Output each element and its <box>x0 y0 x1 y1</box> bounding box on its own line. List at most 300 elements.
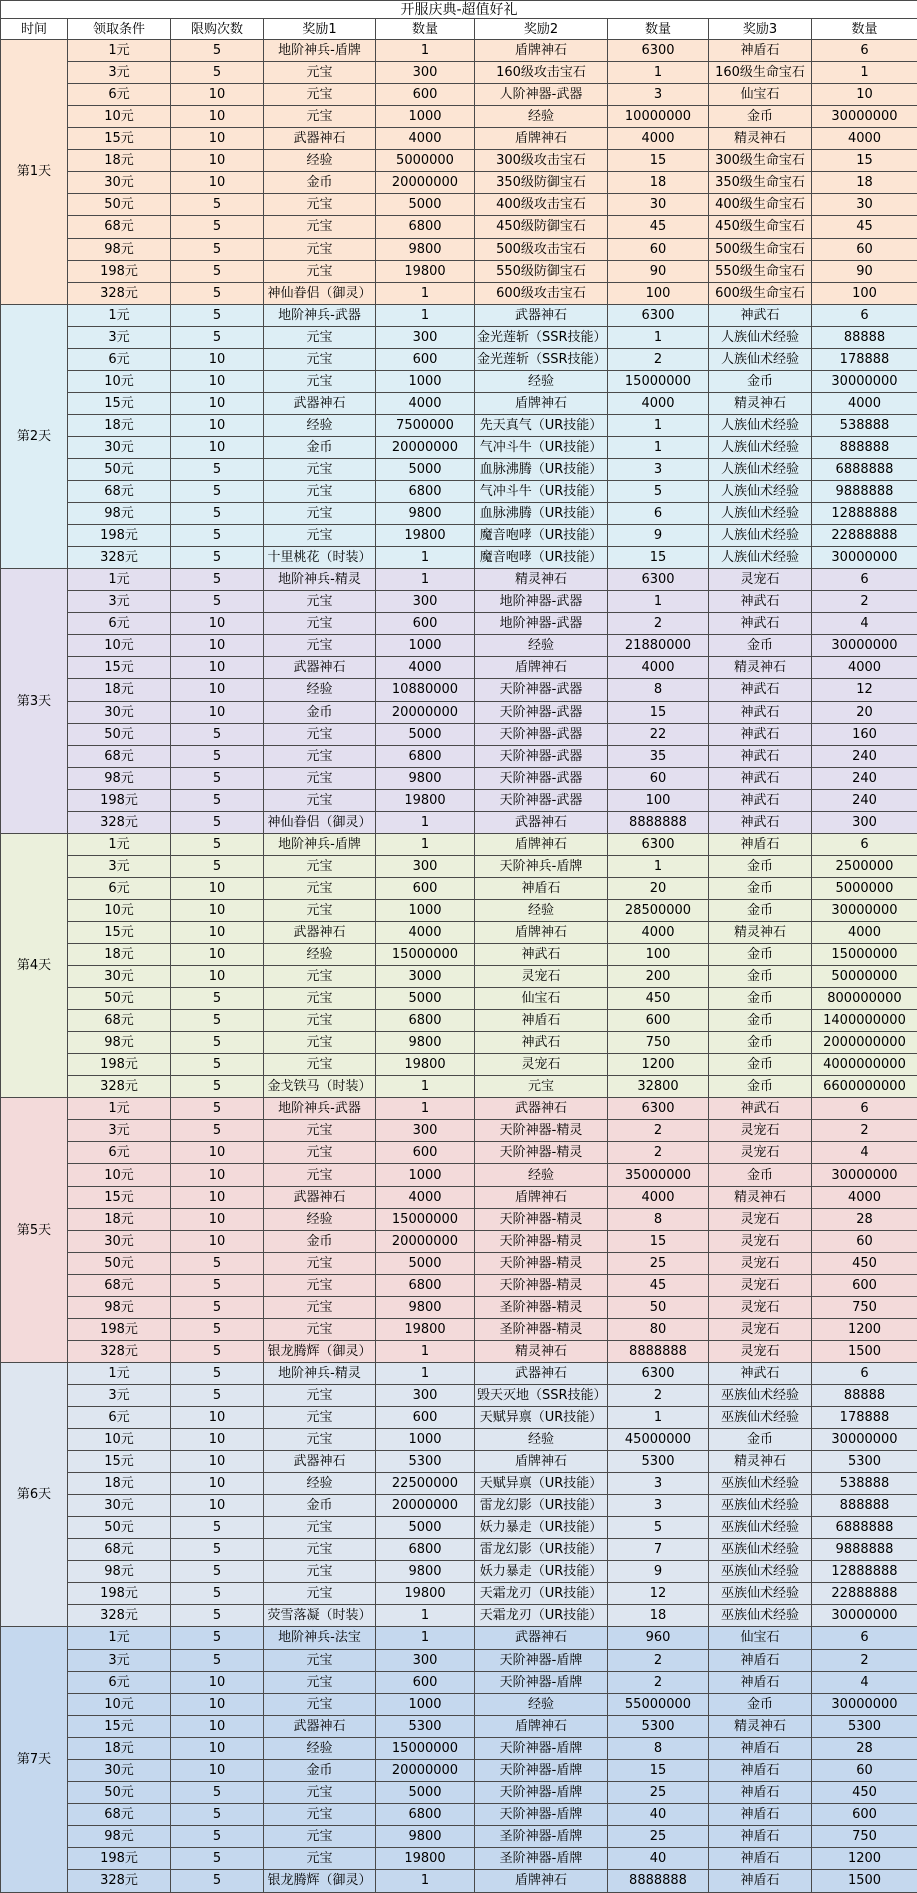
cell-qty1: 300 <box>376 591 475 613</box>
cell-limit: 10 <box>171 679 264 701</box>
cell-qty3: 30000000 <box>812 899 917 921</box>
table-row <box>1 1186 917 1208</box>
title-row <box>1 1 917 19</box>
cell-limit: 5 <box>171 1781 264 1803</box>
cell-reward2: 天阶神器-盾牌 <box>475 1803 608 1825</box>
cell-reward2: 地阶神器-武器 <box>475 591 608 613</box>
cell-limit: 5 <box>171 723 264 745</box>
cell-qty1: 22500000 <box>376 1473 475 1495</box>
cell-qty3: 240 <box>812 767 917 789</box>
cell-reward1: 荧雪落凝（时装） <box>264 1605 376 1627</box>
cell-condition: 198元 <box>68 1054 171 1076</box>
cell-qty1: 5000 <box>376 1781 475 1803</box>
cell-reward1: 元宝 <box>264 1054 376 1076</box>
cell-limit: 10 <box>171 1693 264 1715</box>
cell-reward1: 银龙腾辉（御灵） <box>264 1869 376 1892</box>
cell-reward3: 神武石 <box>709 613 812 635</box>
cell-reward3: 人族仙术经验 <box>709 458 812 480</box>
table-row <box>1 1208 917 1230</box>
table-row <box>1 679 917 701</box>
cell-reward1: 元宝 <box>264 1384 376 1406</box>
cell-limit: 5 <box>171 1274 264 1296</box>
cell-qty3: 28 <box>812 1737 917 1759</box>
cell-limit: 5 <box>171 326 264 348</box>
table-row <box>1 1098 917 1120</box>
cell-qty1: 1 <box>376 1098 475 1120</box>
table-row <box>1 921 917 943</box>
cell-qty2: 18 <box>608 172 709 194</box>
cell-qty3: 30 <box>812 194 917 216</box>
cell-reward3: 金币 <box>709 1429 812 1451</box>
cell-limit: 5 <box>171 1847 264 1869</box>
day-label: 第6天 <box>1 1362 68 1627</box>
table-row <box>1 569 917 591</box>
cell-qty1: 6800 <box>376 1539 475 1561</box>
cell-qty3: 9888888 <box>812 1539 917 1561</box>
cell-reward3: 灵宠石 <box>709 1120 812 1142</box>
cell-reward1: 元宝 <box>264 591 376 613</box>
cell-reward2: 妖力暴走（UR技能） <box>475 1517 608 1539</box>
cell-limit: 5 <box>171 216 264 238</box>
table-row <box>1 458 917 480</box>
cell-qty1: 1000 <box>376 370 475 392</box>
cell-qty1: 19800 <box>376 1054 475 1076</box>
cell-reward2: 天阶神器-盾牌 <box>475 1737 608 1759</box>
cell-qty3: 888888 <box>812 1495 917 1517</box>
cell-qty3: 450 <box>812 1252 917 1274</box>
table-row <box>1 1737 917 1759</box>
cell-reward3: 人族仙术经验 <box>709 348 812 370</box>
cell-limit: 5 <box>171 767 264 789</box>
cell-condition: 30元 <box>68 1230 171 1252</box>
cell-qty1: 19800 <box>376 525 475 547</box>
cell-qty2: 6300 <box>608 833 709 855</box>
cell-qty2: 1 <box>608 326 709 348</box>
cell-reward1: 元宝 <box>264 613 376 635</box>
cell-condition: 328元 <box>68 1605 171 1627</box>
cell-condition: 1元 <box>68 1098 171 1120</box>
cell-qty1: 9800 <box>376 1032 475 1054</box>
cell-qty3: 300 <box>812 811 917 833</box>
table-row <box>1 1473 917 1495</box>
cell-qty2: 21880000 <box>608 635 709 657</box>
table-row <box>1 1340 917 1362</box>
header-qty2: 数量 <box>608 19 709 40</box>
cell-condition: 98元 <box>68 503 171 525</box>
cell-qty2: 3 <box>608 84 709 106</box>
cell-qty1: 1 <box>376 811 475 833</box>
cell-reward3: 神武石 <box>709 767 812 789</box>
cell-qty1: 19800 <box>376 260 475 282</box>
table-row <box>1 1230 917 1252</box>
cell-qty3: 30000000 <box>812 1605 917 1627</box>
cell-reward2: 经验 <box>475 899 608 921</box>
cell-limit: 5 <box>171 1252 264 1274</box>
cell-reward3: 灵宠石 <box>709 1208 812 1230</box>
cell-reward3: 金币 <box>709 1076 812 1098</box>
cell-reward2: 600级攻击宝石 <box>475 282 608 304</box>
cell-qty1: 1 <box>376 1362 475 1384</box>
cell-reward3: 金币 <box>709 988 812 1010</box>
cell-qty1: 5000 <box>376 723 475 745</box>
cell-qty1: 600 <box>376 348 475 370</box>
cell-reward3: 人族仙术经验 <box>709 503 812 525</box>
cell-reward3: 神武石 <box>709 745 812 767</box>
cell-reward1: 武器神石 <box>264 1715 376 1737</box>
cell-reward2: 盾牌神石 <box>475 40 608 62</box>
cell-condition: 10元 <box>68 899 171 921</box>
cell-reward3: 神盾石 <box>709 1781 812 1803</box>
day-label: 第1天 <box>1 40 68 305</box>
cell-condition: 3元 <box>68 1384 171 1406</box>
cell-condition: 68元 <box>68 1274 171 1296</box>
cell-qty2: 960 <box>608 1627 709 1649</box>
cell-qty1: 300 <box>376 855 475 877</box>
table-row <box>1 370 917 392</box>
cell-qty3: 4 <box>812 1142 917 1164</box>
cell-condition: 30元 <box>68 172 171 194</box>
header-qty3: 数量 <box>812 19 917 40</box>
cell-limit: 5 <box>171 304 264 326</box>
table-row <box>1 877 917 899</box>
cell-reward2: 天阶神器-盾牌 <box>475 1781 608 1803</box>
cell-qty3: 30000000 <box>812 1429 917 1451</box>
cell-qty2: 40 <box>608 1803 709 1825</box>
cell-qty3: 12888888 <box>812 503 917 525</box>
cell-limit: 5 <box>171 1825 264 1847</box>
cell-qty2: 3 <box>608 1473 709 1495</box>
header-reward3: 奖励3 <box>709 19 812 40</box>
cell-reward1: 经验 <box>264 1208 376 1230</box>
table-row <box>1 1142 917 1164</box>
cell-reward1: 元宝 <box>264 1274 376 1296</box>
table-row <box>1 40 917 62</box>
cell-qty3: 30000000 <box>812 635 917 657</box>
table-row <box>1 1495 917 1517</box>
cell-reward3: 仙宝石 <box>709 84 812 106</box>
cell-qty1: 6800 <box>376 1274 475 1296</box>
cell-condition: 15元 <box>68 657 171 679</box>
cell-limit: 10 <box>171 172 264 194</box>
table-row <box>1 414 917 436</box>
cell-qty2: 8888888 <box>608 1340 709 1362</box>
table-row <box>1 1561 917 1583</box>
cell-qty3: 30000000 <box>812 106 917 128</box>
cell-reward1: 地阶神兵-武器 <box>264 1098 376 1120</box>
cell-reward2: 圣阶神器-盾牌 <box>475 1825 608 1847</box>
cell-qty1: 1 <box>376 40 475 62</box>
cell-reward2: 经验 <box>475 1693 608 1715</box>
cell-reward1: 元宝 <box>264 1429 376 1451</box>
cell-limit: 5 <box>171 1605 264 1627</box>
cell-condition: 50元 <box>68 1252 171 1274</box>
table-row <box>1 1429 917 1451</box>
cell-condition: 15元 <box>68 128 171 150</box>
cell-qty3: 6888888 <box>812 1517 917 1539</box>
cell-condition: 10元 <box>68 1693 171 1715</box>
header-time: 时间 <box>1 19 68 40</box>
cell-limit: 10 <box>171 899 264 921</box>
cell-qty1: 5000 <box>376 988 475 1010</box>
table-row <box>1 1296 917 1318</box>
cell-reward1: 元宝 <box>264 745 376 767</box>
cell-reward2: 圣阶神器-盾牌 <box>475 1847 608 1869</box>
cell-reward3: 精灵神石 <box>709 392 812 414</box>
cell-limit: 5 <box>171 547 264 569</box>
cell-reward3: 灵宠石 <box>709 1252 812 1274</box>
cell-reward1: 武器神石 <box>264 1451 376 1473</box>
cell-qty3: 22888888 <box>812 525 917 547</box>
cell-qty2: 8888888 <box>608 811 709 833</box>
cell-limit: 5 <box>171 1054 264 1076</box>
cell-reward3: 神盾石 <box>709 1803 812 1825</box>
cell-qty1: 600 <box>376 613 475 635</box>
cell-limit: 10 <box>171 392 264 414</box>
cell-condition: 3元 <box>68 62 171 84</box>
cell-qty1: 1000 <box>376 1164 475 1186</box>
cell-reward2: 武器神石 <box>475 1098 608 1120</box>
cell-qty3: 6 <box>812 833 917 855</box>
cell-reward2: 武器神石 <box>475 304 608 326</box>
cell-qty2: 30 <box>608 194 709 216</box>
cell-reward2: 神武石 <box>475 944 608 966</box>
cell-limit: 10 <box>171 370 264 392</box>
cell-qty3: 538888 <box>812 414 917 436</box>
cell-qty3: 15 <box>812 150 917 172</box>
cell-reward3: 160级生命宝石 <box>709 62 812 84</box>
cell-reward2: 金光莲斩（SSR技能） <box>475 326 608 348</box>
cell-qty3: 30000000 <box>812 547 917 569</box>
cell-qty3: 4000000000 <box>812 1054 917 1076</box>
cell-condition: 328元 <box>68 282 171 304</box>
cell-qty1: 20000000 <box>376 1759 475 1781</box>
cell-reward1: 元宝 <box>264 260 376 282</box>
cell-qty2: 5 <box>608 1517 709 1539</box>
cell-condition: 30元 <box>68 1759 171 1781</box>
cell-qty2: 4000 <box>608 1186 709 1208</box>
cell-reward1: 元宝 <box>264 503 376 525</box>
cell-reward3: 神武石 <box>709 789 812 811</box>
cell-condition: 30元 <box>68 701 171 723</box>
cell-limit: 5 <box>171 40 264 62</box>
cell-reward2: 天阶神器-武器 <box>475 679 608 701</box>
cell-qty3: 1500 <box>812 1340 917 1362</box>
cell-reward1: 元宝 <box>264 1583 376 1605</box>
cell-qty1: 9800 <box>376 1825 475 1847</box>
cell-reward2: 盾牌神石 <box>475 1869 608 1892</box>
table-row <box>1 260 917 282</box>
cell-condition: 50元 <box>68 194 171 216</box>
cell-reward1: 元宝 <box>264 1164 376 1186</box>
cell-condition: 98元 <box>68 1032 171 1054</box>
cell-reward1: 经验 <box>264 679 376 701</box>
cell-condition: 15元 <box>68 1715 171 1737</box>
cell-qty1: 6800 <box>376 1803 475 1825</box>
cell-qty2: 4000 <box>608 921 709 943</box>
cell-qty3: 60 <box>812 1759 917 1781</box>
table-row <box>1 150 917 172</box>
cell-reward2: 天阶神器-精灵 <box>475 1120 608 1142</box>
cell-qty2: 9 <box>608 525 709 547</box>
cell-reward1: 元宝 <box>264 1296 376 1318</box>
cell-reward2: 气冲斗牛（UR技能） <box>475 436 608 458</box>
cell-condition: 6元 <box>68 1142 171 1164</box>
cell-qty2: 10000000 <box>608 106 709 128</box>
cell-qty1: 300 <box>376 1384 475 1406</box>
cell-qty3: 15000000 <box>812 944 917 966</box>
cell-reward1: 元宝 <box>264 1847 376 1869</box>
cell-qty3: 6 <box>812 40 917 62</box>
cell-qty1: 5000 <box>376 194 475 216</box>
cell-limit: 5 <box>171 260 264 282</box>
cell-qty2: 8888888 <box>608 1869 709 1892</box>
cell-reward2: 盾牌神石 <box>475 833 608 855</box>
cell-reward3: 神盾石 <box>709 833 812 855</box>
table-row <box>1 789 917 811</box>
table-row <box>1 1649 917 1671</box>
cell-reward3: 神武石 <box>709 1362 812 1384</box>
cell-reward2: 天霜龙刃（UR技能） <box>475 1583 608 1605</box>
cell-reward2: 地阶神器-武器 <box>475 613 608 635</box>
cell-reward2: 元宝 <box>475 1076 608 1098</box>
cell-reward2: 天阶神器-武器 <box>475 789 608 811</box>
cell-condition: 10元 <box>68 1164 171 1186</box>
cell-qty1: 20000000 <box>376 172 475 194</box>
table-row <box>1 238 917 260</box>
cell-reward2: 天阶神器-武器 <box>475 767 608 789</box>
cell-reward2: 仙宝石 <box>475 988 608 1010</box>
cell-qty2: 2 <box>608 1142 709 1164</box>
cell-reward2: 盾牌神石 <box>475 128 608 150</box>
cell-reward3: 金币 <box>709 1010 812 1032</box>
cell-reward1: 元宝 <box>264 1032 376 1054</box>
cell-qty1: 4000 <box>376 1186 475 1208</box>
cell-qty3: 2000000000 <box>812 1032 917 1054</box>
cell-qty3: 18 <box>812 172 917 194</box>
cell-limit: 5 <box>171 1362 264 1384</box>
table-row <box>1 172 917 194</box>
cell-qty1: 6800 <box>376 481 475 503</box>
cell-reward1: 地阶神兵-武器 <box>264 304 376 326</box>
table-row <box>1 282 917 304</box>
cell-qty3: 5300 <box>812 1715 917 1737</box>
cell-qty2: 25 <box>608 1781 709 1803</box>
cell-reward3: 精灵神石 <box>709 1451 812 1473</box>
table-row <box>1 216 917 238</box>
table-row <box>1 62 917 84</box>
cell-qty2: 1200 <box>608 1054 709 1076</box>
cell-reward1: 元宝 <box>264 1671 376 1693</box>
cell-reward2: 盾牌神石 <box>475 1186 608 1208</box>
cell-limit: 10 <box>171 1473 264 1495</box>
cell-reward3: 金币 <box>709 1054 812 1076</box>
cell-qty2: 750 <box>608 1032 709 1054</box>
cell-limit: 10 <box>171 1429 264 1451</box>
cell-qty3: 88888 <box>812 326 917 348</box>
cell-reward3: 金币 <box>709 370 812 392</box>
cell-reward3: 巫族仙术经验 <box>709 1517 812 1539</box>
table-row <box>1 1517 917 1539</box>
cell-condition: 328元 <box>68 547 171 569</box>
cell-qty3: 9888888 <box>812 481 917 503</box>
cell-reward2: 雷龙幻影（UR技能） <box>475 1495 608 1517</box>
cell-reward2: 神盾石 <box>475 877 608 899</box>
cell-reward3: 人族仙术经验 <box>709 414 812 436</box>
cell-reward1: 元宝 <box>264 1825 376 1847</box>
cell-qty3: 28 <box>812 1208 917 1230</box>
cell-qty3: 1200 <box>812 1847 917 1869</box>
cell-condition: 1元 <box>68 1362 171 1384</box>
cell-limit: 5 <box>171 1803 264 1825</box>
cell-qty2: 2 <box>608 1384 709 1406</box>
cell-reward1: 元宝 <box>264 1517 376 1539</box>
table-row <box>1 106 917 128</box>
cell-limit: 10 <box>171 613 264 635</box>
cell-condition: 15元 <box>68 921 171 943</box>
cell-condition: 68元 <box>68 481 171 503</box>
cell-condition: 3元 <box>68 591 171 613</box>
cell-qty1: 19800 <box>376 1318 475 1340</box>
cell-qty1: 300 <box>376 1649 475 1671</box>
cell-qty3: 6600000000 <box>812 1076 917 1098</box>
cell-reward1: 元宝 <box>264 1252 376 1274</box>
cell-qty3: 5300 <box>812 1451 917 1473</box>
cell-reward3: 精灵神石 <box>709 1715 812 1737</box>
cell-condition: 198元 <box>68 525 171 547</box>
cell-reward2: 灵宠石 <box>475 966 608 988</box>
cell-qty3: 4000 <box>812 1186 917 1208</box>
cell-limit: 10 <box>171 944 264 966</box>
cell-reward2: 天阶神器-精灵 <box>475 1142 608 1164</box>
cell-condition: 68元 <box>68 1010 171 1032</box>
cell-reward3: 灵宠石 <box>709 1274 812 1296</box>
cell-reward1: 元宝 <box>264 525 376 547</box>
table-row <box>1 1605 917 1627</box>
cell-qty3: 2 <box>812 591 917 613</box>
cell-qty1: 20000000 <box>376 436 475 458</box>
cell-qty1: 6800 <box>376 216 475 238</box>
table-row <box>1 1318 917 1340</box>
cell-qty1: 4000 <box>376 392 475 414</box>
cell-limit: 5 <box>171 1076 264 1098</box>
cell-limit: 5 <box>171 1318 264 1340</box>
cell-limit: 10 <box>171 657 264 679</box>
cell-reward1: 元宝 <box>264 370 376 392</box>
table-row <box>1 1032 917 1054</box>
cell-reward1: 元宝 <box>264 1649 376 1671</box>
table-row <box>1 899 917 921</box>
table-row <box>1 767 917 789</box>
cell-limit: 5 <box>171 569 264 591</box>
cell-condition: 18元 <box>68 1737 171 1759</box>
cell-qty3: 538888 <box>812 1473 917 1495</box>
cell-qty3: 1200 <box>812 1318 917 1340</box>
cell-reward3: 金币 <box>709 899 812 921</box>
table-row <box>1 547 917 569</box>
cell-qty2: 18 <box>608 1605 709 1627</box>
cell-limit: 5 <box>171 745 264 767</box>
cell-reward3: 400级生命宝石 <box>709 194 812 216</box>
cell-limit: 5 <box>171 1032 264 1054</box>
cell-qty1: 19800 <box>376 1847 475 1869</box>
cell-qty3: 30000000 <box>812 370 917 392</box>
cell-condition: 50元 <box>68 723 171 745</box>
cell-limit: 10 <box>171 635 264 657</box>
cell-qty3: 750 <box>812 1825 917 1847</box>
cell-qty2: 2 <box>608 613 709 635</box>
table-row <box>1 1671 917 1693</box>
cell-qty2: 2 <box>608 1649 709 1671</box>
